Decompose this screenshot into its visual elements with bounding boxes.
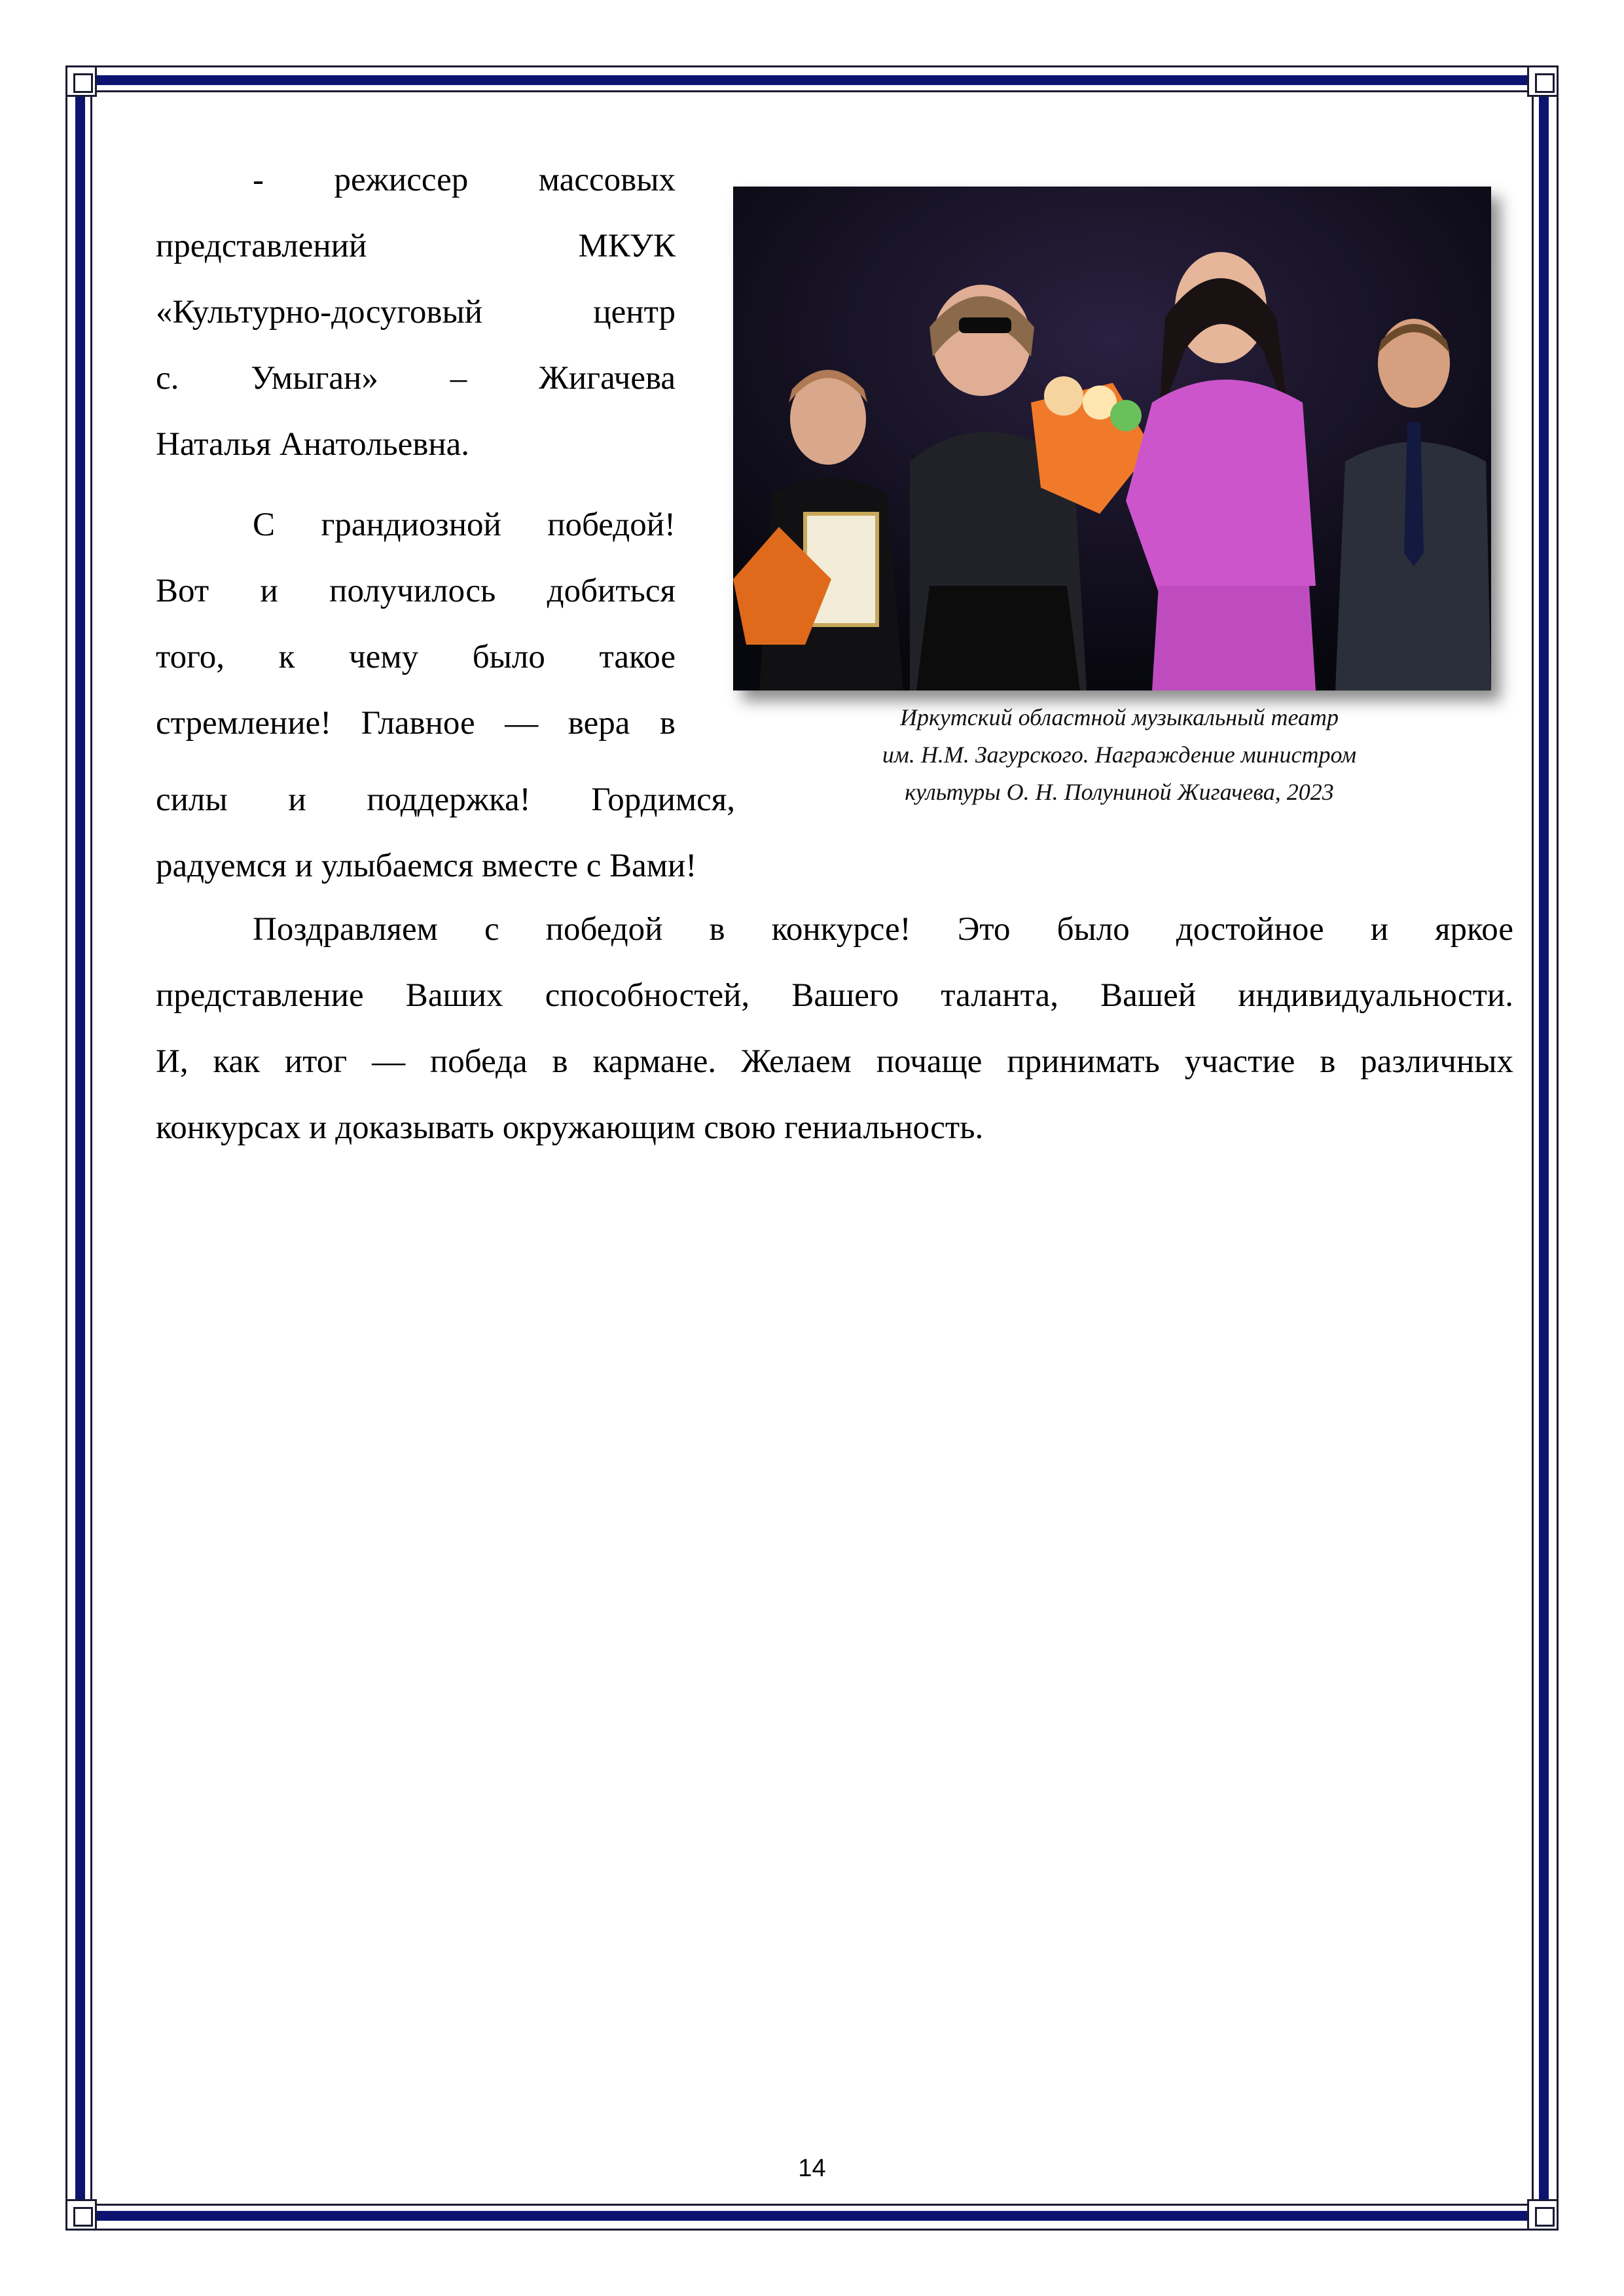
text-line: С грандиозной победой! [253,507,676,543]
text-line: радуемся и улыбаемся вместе с Вами! [156,848,697,884]
page-number: 14 [798,2155,826,2182]
text-line: «Культурно-досуговый центр [156,294,676,331]
text-line: конкурсах и доказывать окружающим свою гениальность. [156,1109,984,1146]
text-line: И, как итог — победа в кармане. Желаем почаще принимать участие в различных [156,1043,1513,1080]
text-line: - режиссер массовых [253,162,676,198]
paragraph-congrats-tail [156,767,810,899]
caption-line: им. Н.М. Загурского. Награждение министром [882,742,1357,768]
paragraph-congrats [156,492,676,757]
paragraph-nominee [156,147,676,478]
corner-ornament-bottom-left [65,2199,97,2231]
text-line: стремление! Главное — вера в [156,705,676,742]
caption-line: Иркутский областной музыкальный театр [899,704,1339,730]
text-line: Поздравляем с победой в конкурсе! Это было достойное и яркое [253,911,1513,948]
text-line: силы и поддержка! Гордимся, [156,781,735,818]
text-line: Наталья Анатольевна. [156,426,470,463]
corner-ornament-bottom-right [1527,2199,1559,2231]
text-line: представлений МКУК [156,228,676,264]
corner-ornament-top-left [65,65,97,97]
text-line: с. Умыган» – Жигачева [156,360,676,397]
caption-line: культуры О. Н. Полуниной Жигачева, 2023 [905,779,1334,805]
text-line: представление Ваших способностей, Вашего таланта, Вашей индивидуальности. [156,977,1513,1014]
text-line: Вот и получилось добиться [156,573,676,609]
photo-illustration [733,187,1491,691]
photo-caption [746,699,1492,811]
paragraph-wishes [156,897,1513,1161]
text-line: того, к чему было такое [156,639,676,675]
corner-ornament-top-right [1527,65,1559,97]
award-ceremony-photo [733,187,1491,691]
